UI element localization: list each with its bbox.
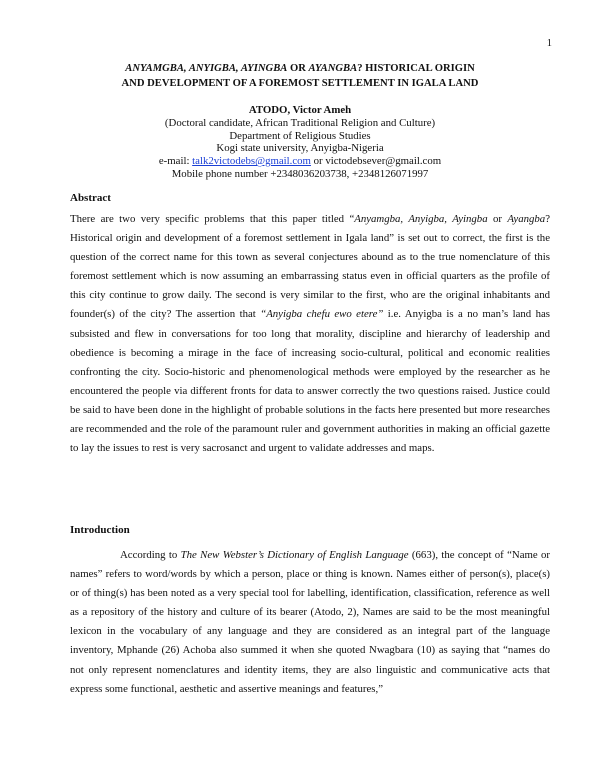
abstract-text-2: or bbox=[487, 213, 508, 225]
email-link[interactable]: talk2victodebs@gmail.com bbox=[192, 155, 311, 168]
abstract-italic-3: “Anyigba chefu ewo etere” bbox=[260, 308, 384, 321]
title-ayangba: AYANGBA bbox=[308, 63, 358, 74]
author-email bbox=[70, 155, 530, 168]
abstract-text-4: i.e. Anyigba is a no man’s land has subsisted and flew in conversations for too long that morality, discipline and hierarchy of leadership and obedience is becoming a mirage in the face of increasing socio-cultural, political and economic realities confronting the city. Socio-historic and phenomenological methods were employed by the researcher as he encountered the people via different fronts for data to answer correctly the two questions raised. Justice could be said to have been done in the highlight of probable solutions in the facts here presented but more researches are recommended and the role of the paramount ruler and government authorities in making an official gazette to lay the issues to rest is very sacrosanct and urgent to validate addresses and maps. bbox=[70, 308, 551, 455]
title-names: ANYAMGBA, ANYIGBA, AYINGBA bbox=[125, 63, 288, 74]
author-role: (Doctoral candidate, African Traditional Religion and Culture) bbox=[164, 116, 436, 129]
title-line2: AND DEVELOPMENT OF A FOREMOST SETTLEMENT IN IGALA LAND bbox=[121, 78, 479, 89]
abstract-text-3: ? Historical origin and development of a foremost settlement in Igala land” is set out to correct, the first is the question of the correct name for this town as several conjectures abound as to the true nomenclature of this foremost settlement which is now assuming an embarrassing status even in official quarters as the profile of this city continue to grow daily. The second is very similar to the first, who are the original inhabitants and founder(s) of the city? The assertion that bbox=[70, 213, 550, 321]
email-alt: or victodebsever@gmail.com bbox=[310, 155, 442, 168]
author-phone: Mobile phone number +2348036203738, +2348126071997 bbox=[171, 167, 429, 180]
email-prefix: e-mail: bbox=[158, 155, 193, 168]
author-department: Department of Religious Studies bbox=[229, 129, 371, 142]
intro-text-2: (663), the concept of “Name or names” refers to word/words by which a person, place or thing is known. Names either of person(s), place(s) or of thing(s) has been noted as a very special tool for labelling, identification, classification, reference as well as a repository of the history and culture of its bearer (Atodo, 2), Names are said to be the most meaningful lexicon in the vocabulary of any language and they are considered as an integral part of the language inventory, Mphande (26) Achoba also summed it when she quoted Nwagbara (10) as saying that “names do not only represent nomenclatures and identity items, they are also linguistic and communicative acts that express some functional, aesthetic and assertive meanings and features,” bbox=[70, 549, 550, 695]
title-or: OR bbox=[287, 63, 309, 74]
paper-title bbox=[70, 61, 530, 91]
abstract-body bbox=[70, 210, 550, 458]
author-block bbox=[70, 104, 530, 181]
abstract-italic-1: Anyamgba, Anyigba, Ayingba bbox=[354, 213, 488, 225]
page-number: 1 bbox=[546, 38, 552, 49]
intro-italic-1: The New Webster’s Dictionary of English Language bbox=[180, 549, 409, 561]
abstract-italic-2: Ayangba bbox=[507, 213, 546, 225]
abstract-text-1: There are two very specific problems that this paper titled “ bbox=[70, 213, 355, 225]
title-rest: ? HISTORICAL ORIGIN bbox=[357, 63, 475, 74]
introduction-heading: Introduction bbox=[70, 524, 130, 536]
introduction-body bbox=[70, 546, 550, 699]
abstract-heading: Abstract bbox=[70, 192, 111, 204]
author-name: ATODO, Victor Ameh bbox=[248, 104, 352, 116]
author-university: Kogi state university, Anyigba-Nigeria bbox=[216, 142, 384, 155]
intro-text-1: According to bbox=[120, 549, 181, 561]
